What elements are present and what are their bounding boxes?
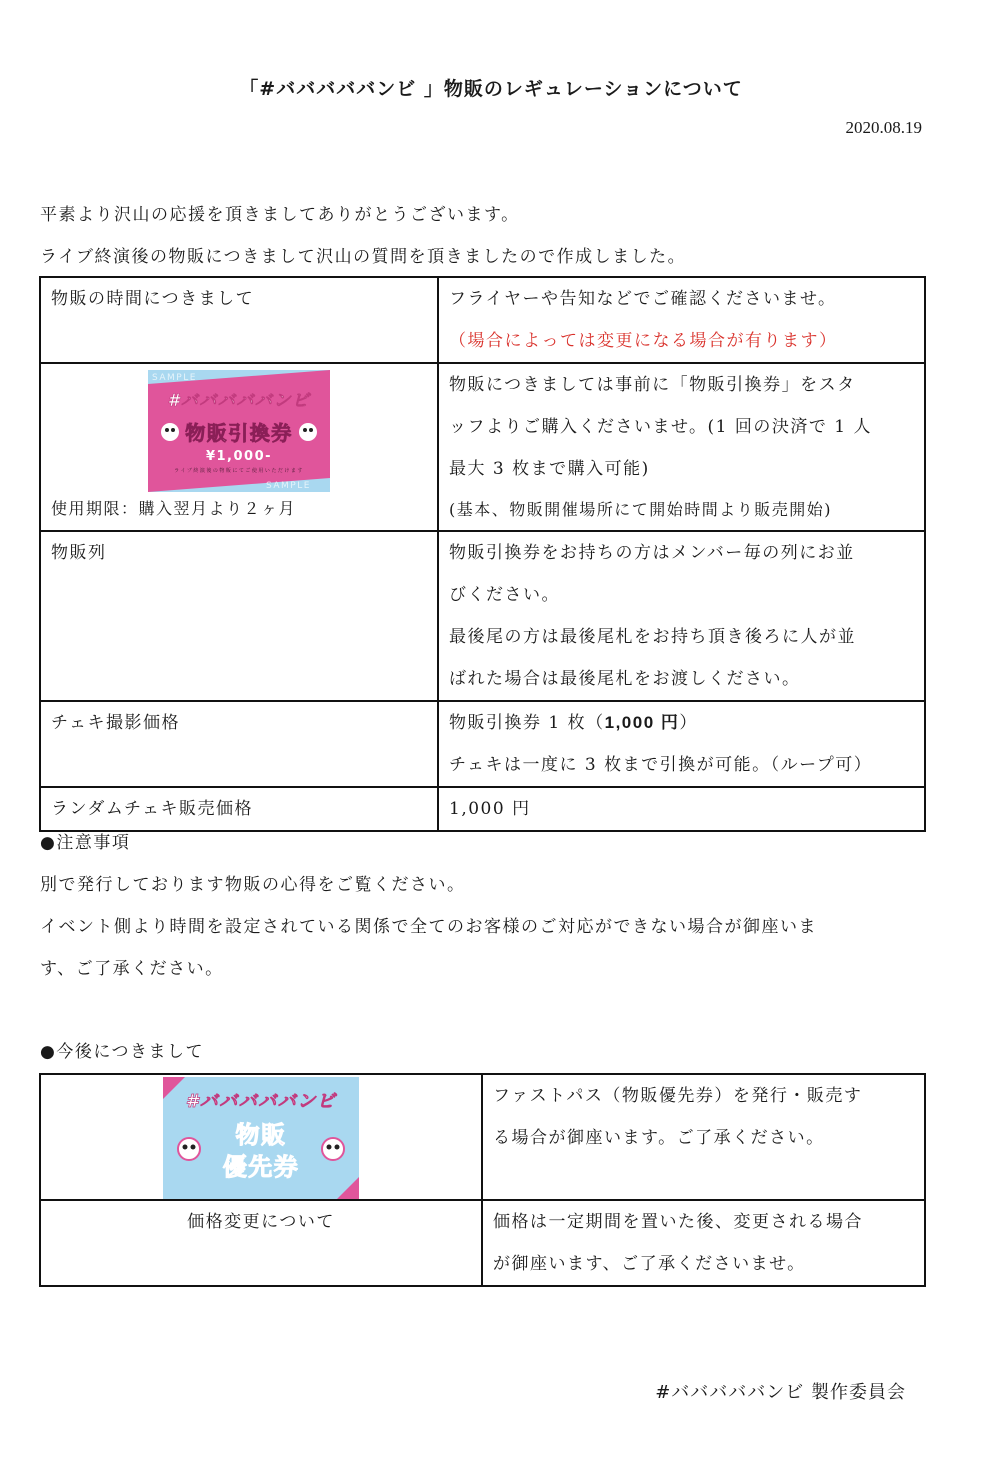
skull-icon	[161, 423, 179, 441]
price-change-text-1: 価格は一定期間を置いた後、変更される場合	[493, 1212, 863, 1232]
future-table	[39, 1073, 926, 1287]
notes-line-3: す、ご了承ください。	[40, 959, 224, 979]
priority-ticket-logo: #バババババンビ	[185, 1091, 337, 1112]
ticket-validity-caption: 使用期限：購入翌月より２ヶ月	[51, 499, 297, 518]
exchange-note: (基本、物販開催場所にて開始時間より販売開始)	[449, 500, 832, 519]
exchange-text-3: 最大 3 枚まで購入可能)	[449, 459, 650, 479]
fastpass-cell	[482, 1074, 925, 1200]
document-date: 2020.08.19	[845, 118, 922, 137]
cheki-price-suffix: ）	[679, 713, 698, 733]
table-row	[40, 363, 925, 531]
skull-icon	[322, 1138, 344, 1160]
price-change-text-2: が御座います、ご了承くださいませ。	[493, 1254, 806, 1274]
exchange-ticket-image	[148, 370, 330, 492]
sales-time-note: （場合によっては変更になる場合が有ります）	[449, 331, 838, 351]
ticket-logo: #バババババンビ	[167, 391, 311, 411]
random-cheki-price: 1,000 円	[438, 787, 925, 831]
table-row	[40, 1200, 925, 1286]
ticket-price: ¥1,000-	[205, 449, 273, 464]
priority-ticket-image	[163, 1077, 359, 1199]
fastpass-text-1: ファストパス（物販優先券）を発行・販売す	[493, 1086, 863, 1106]
sales-time-text: フライヤーや告知などでご確認くださいませ。	[449, 289, 837, 309]
random-cheki-label: ランダムチェキ販売価格	[40, 787, 438, 831]
cheki-limit-text: チェキは一度に 3 枚まで引換が可能。（ループ可）	[449, 755, 873, 775]
table-row	[40, 787, 925, 831]
priority-ticket-cell	[40, 1074, 482, 1200]
notes-line-2: イベント側より時間を設定されている関係で全てのお客様のご対応ができない場合が御座いま	[40, 917, 817, 937]
table-row	[40, 1074, 925, 1200]
sales-line-text-3: 最後尾の方は最後尾札をお持ち頂き後ろに人が並	[449, 627, 856, 647]
page-title: 「#バババババンビ 」物販のレギュレーションについて	[239, 78, 743, 100]
ticket-name: 物販引換券	[185, 421, 293, 445]
footer-signature: #バババババンビ 製作委員会	[655, 1382, 906, 1403]
table-row	[40, 531, 925, 701]
price-change-cell	[482, 1200, 925, 1286]
exchange-ticket-description	[438, 363, 925, 531]
ticket-fine-print: ライブ終演後の物販にてご使用いただけます	[174, 468, 304, 474]
sales-line-label: 物販列	[40, 531, 438, 701]
price-change-label: 価格変更について	[40, 1200, 482, 1286]
exchange-ticket-cell	[40, 363, 438, 531]
sales-line-text-4: ばれた場合は最後尾札をお渡しください。	[449, 669, 801, 689]
sales-time-cell	[438, 277, 925, 363]
future-heading: ●今後につきまして	[40, 1042, 204, 1062]
notes-line-1: 別で発行しております物販の心得をご覧ください。	[40, 875, 466, 895]
priority-ticket-line-2: 優先券	[222, 1153, 300, 1181]
regulation-table	[39, 276, 926, 832]
fastpass-text-2: る場合が御座います。ご了承ください。	[493, 1128, 825, 1148]
sales-line-cell	[438, 531, 925, 701]
intro-line-1: 平素より沢山の応援を頂きましてありがとうございます。	[40, 205, 520, 225]
sales-line-text-2: びください。	[449, 585, 560, 605]
skull-icon	[299, 423, 317, 441]
table-row	[40, 277, 925, 363]
notes-heading: ●注意事項	[40, 833, 131, 853]
cheki-price-value: 1,000 円	[604, 713, 680, 732]
priority-ticket-line-1: 物販	[235, 1121, 287, 1149]
exchange-text-1: 物販につきましては事前に「物販引換券」をスタ	[449, 375, 856, 395]
ticket-watermark-top: SAMPLE	[152, 373, 197, 383]
cheki-price-prefix: 物販引換券 1 枚（	[449, 713, 605, 733]
sales-line-text-1: 物販引換券をお持ちの方はメンバー毎の列にお並	[449, 543, 855, 563]
table-row	[40, 701, 925, 787]
cheki-price-label: チェキ撮影価格	[40, 701, 438, 787]
cheki-price-text	[449, 702, 914, 744]
ticket-watermark-bottom: SAMPLE	[266, 481, 311, 491]
sales-time-label: 物販の時間につきまして	[40, 277, 438, 363]
exchange-text-2: ッフよりご購入くださいませ。(1 回の決済で 1 人	[449, 417, 872, 437]
cheki-price-cell	[438, 701, 925, 787]
intro-line-2: ライブ終演後の物販につきまして沢山の質問を頂きましたので作成しました。	[40, 247, 687, 267]
skull-icon	[178, 1138, 200, 1160]
